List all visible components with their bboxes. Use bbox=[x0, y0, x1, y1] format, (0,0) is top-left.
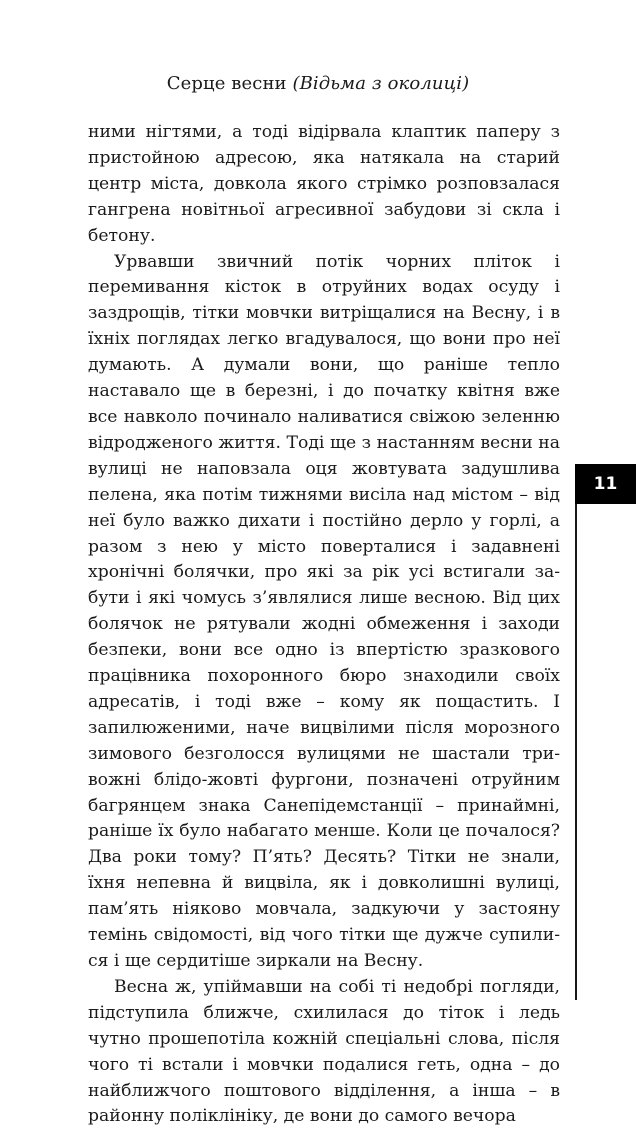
page-edge-rule bbox=[575, 504, 577, 1000]
book-subtitle: (Відьма з околиці) bbox=[292, 73, 470, 94]
paragraph-1: ними нігтями, а тоді відірвала клаптик паперу з пристойною адресою, яка натякала на старий центр міста, довкола якого стрімко розповзалася гангрена новітньої агресивної забудови зі скла і бетону. bbox=[88, 122, 560, 246]
paragraph-2: Урвавши звичний потік чорних пліток і перемивання кісток в отруйних водах осуду і заздрощів, тітки мовчки витріщалися на Весну, і в їхніх поглядах легко вгадувалося, що вони про неї думають. А думали вони, що раніше тепло наставало ще в березні, і до початку квітня вже все навколо починало наливатися свіжою зеленню відродженого життя. Тоді ще з настанням весни на вулиці не наповзала оця жовтувата задушлива пелена, яка потім тижнями висіла над містом – від неї було важко дихати і постійно дерло у горлі, а разом з нею у місто поверталися і задавнені хронічні болячки, про які за рік усі встигали забути і які чомусь з’являлися лише весною. Від цих болячок не рятували жодні обмеження і заходи безпеки, вони все одно із впертістю зразкового працівника похоронного бюро знаходили своїх адресатів, і тоді вже – кому як пощастить. І запилюженими, наче вицвілими після морозного зимового безголосся вулицями не шастали тривожні блідо-жовті фургони, позначені отруйним багрянцем знака Санепідемстанції – принаймні, раніше їх було набагато менше. Коли це почалося? Два роки тому? П’ять? Десять? Тітки не знали, їхня непевна й вицвіла, як і довколишні вулиці, пам’ять ніяково мовчала, задкуючи у застояну темінь свідомості, від чого тітки ще дужче супилися і ще сердитіше зиркали на Весну. bbox=[88, 251, 560, 971]
running-head bbox=[0, 72, 636, 96]
body-text bbox=[88, 120, 560, 1130]
book-title: Серце весни bbox=[166, 73, 287, 94]
page-number-tab: 11 bbox=[575, 464, 636, 504]
paragraph-3: Весна ж, упіймавши на собі ті недобрі погляди, підступила ближче, схилилася до тіток і ледь чутно прошепотіла кожній спеціальні слова, після чого ті встали і мовчки подалися геть, одна – до найближчого поштового відділення, а інша – в районну поліклініку, де вони до самого вечора bbox=[88, 976, 560, 1127]
